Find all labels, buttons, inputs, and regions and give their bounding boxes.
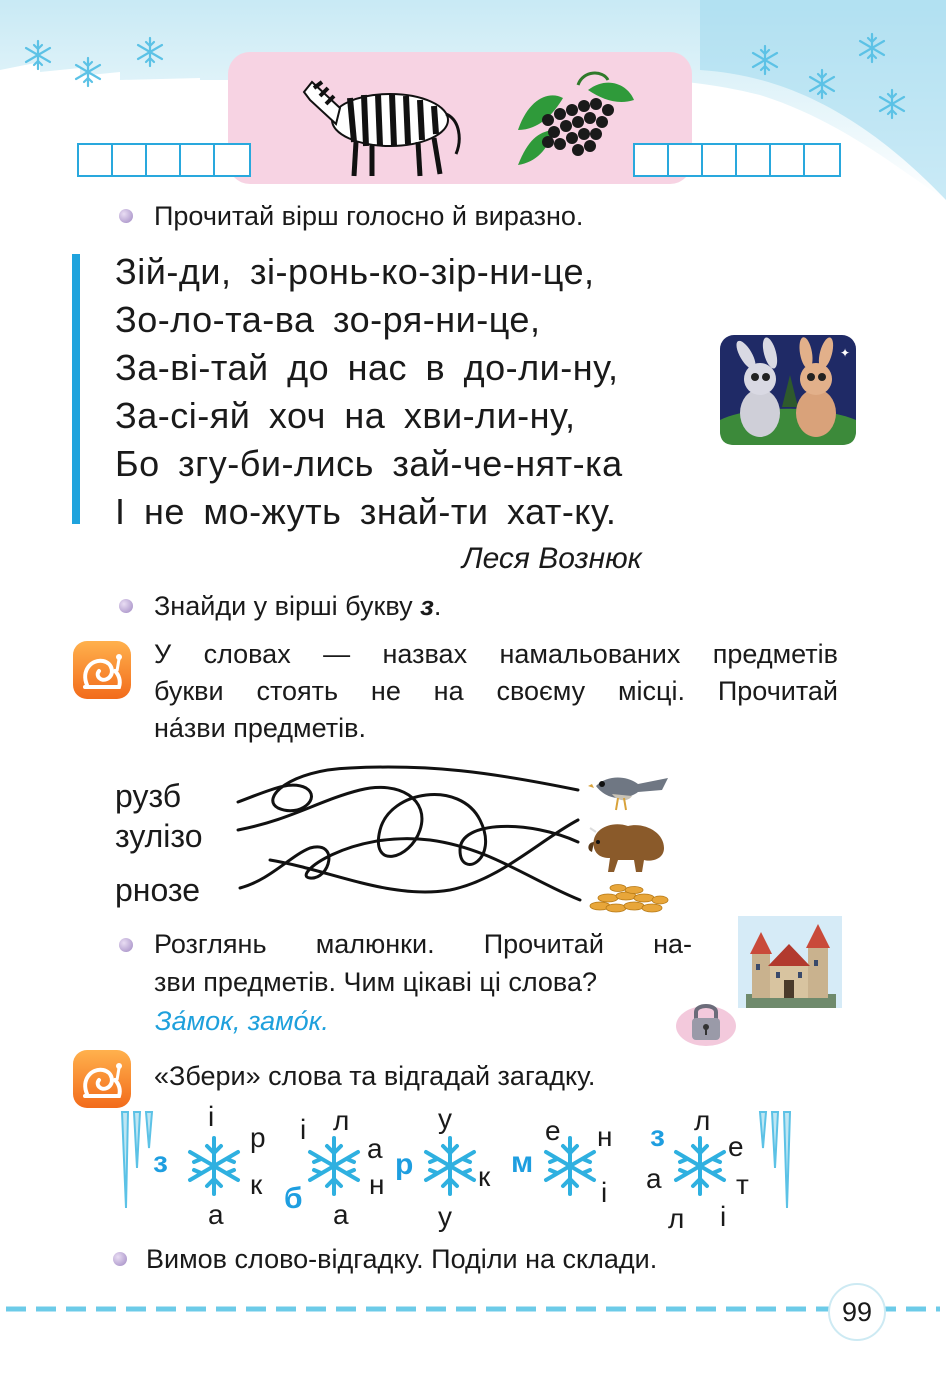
castle-picture [738,916,842,1008]
puzzle-letter: к [250,1169,263,1200]
puzzle-letter: а [208,1199,224,1230]
elderberry-icon [508,70,638,170]
seeds-icon [588,882,670,916]
bullet-icon [119,209,133,223]
puzzle-letter: р [395,1148,414,1181]
puzzle-letter: а [646,1163,662,1194]
answer-cells-right [633,143,841,177]
task-look-answer: За́мок, замо́к. [155,1006,329,1036]
puzzle-letter: у [438,1201,452,1232]
icicles-right [752,1108,798,1218]
scrambled-word: зулізо [115,818,203,854]
puzzle-letter: т [736,1169,749,1200]
zebra-icon [300,58,470,182]
puzzle-letter: л [694,1105,711,1136]
task-read-poem: Прочитай вірш голосно й виразно. [154,201,584,231]
puzzle-letter: н [597,1121,613,1152]
puzzle-letter: у [438,1103,452,1134]
puzzle-letter: і [720,1201,727,1232]
task-find-letter [154,588,441,624]
puzzle-letter: м [511,1146,534,1179]
page-number: 99 [828,1283,886,1341]
poem-line-2: Зо-ло-та-ва зо-ря-ни-це, [115,299,541,340]
bison-icon [584,818,670,874]
poem-line-5: Бо згу-би-лись зай-че-нят-ка [115,443,623,484]
poem-line-6: І не мо-жуть знай-ти хат-ку. [115,491,617,532]
task-collect-words: «Збери» слова та відгадай загадку. [154,1061,596,1091]
task-look-line-1: Розглянь малюнки. Прочитай на- [154,929,692,959]
puzzle-letter: б [284,1182,303,1215]
task-words-line-3: на́зви предметів. [154,713,366,743]
puzzle-letter: а [367,1133,383,1164]
puzzle-letter: і [601,1177,608,1208]
scrambled-word: рузб [115,778,182,814]
puzzle-letter: р [250,1122,266,1153]
padlock-picture [676,996,736,1046]
task-find-letter-end: . [433,591,442,621]
snail-icon [73,641,131,699]
svg-text:✦: ✦ [840,346,851,360]
puzzle-letter: л [333,1105,350,1136]
scrambled-word: рнозе [115,872,201,908]
bullet-icon [113,1252,127,1266]
task-words-line-1: У словах — назвах намальованих предметів [154,639,838,669]
answer-cells-left [77,143,251,177]
snail-icon [73,1050,131,1108]
task-find-letter-letter: з [420,591,434,621]
task-words-line-2: букви стоять не на своєму місці. Прочитай [154,676,838,706]
poem-line-3: За-ві-тай до нас в до-ли-ну, [115,347,619,388]
poem-author: Леся Вознюк [462,542,642,575]
footer-dashed-line [0,1304,946,1314]
bullet-icon [119,599,133,613]
puzzle-letter: е [728,1131,744,1162]
puzzle-letter: з [153,1146,168,1179]
task-find-letter-text: Знайди у вірші букву [154,591,413,621]
task-look-line-2: зви предметів. Чим цікаві ці слова? [154,967,597,997]
tangled-lines [230,760,590,920]
puzzle-letter: к [478,1161,491,1192]
poem-bar [72,254,80,524]
puzzle-letter: з [650,1120,665,1153]
poem-line-4: За-сі-яй хоч на хви-ли-ну, [115,395,576,436]
puzzle-letter: л [668,1203,685,1234]
puzzle-letter: і [208,1101,215,1132]
cuckoo-icon [588,764,670,812]
task-say-word: Вимов слово-відгадку. Поділи на склади. [146,1244,658,1274]
puzzle-letter: е [545,1115,561,1146]
poem-line-1: Зій-ди, зі-ронь-ко-зір-ни-це, [115,251,595,292]
puzzle-letter: н [369,1169,385,1200]
puzzle-letter: і [300,1114,307,1145]
bunnies-picture [720,335,856,445]
bullet-icon [119,938,133,952]
puzzle-letter: а [333,1199,349,1230]
